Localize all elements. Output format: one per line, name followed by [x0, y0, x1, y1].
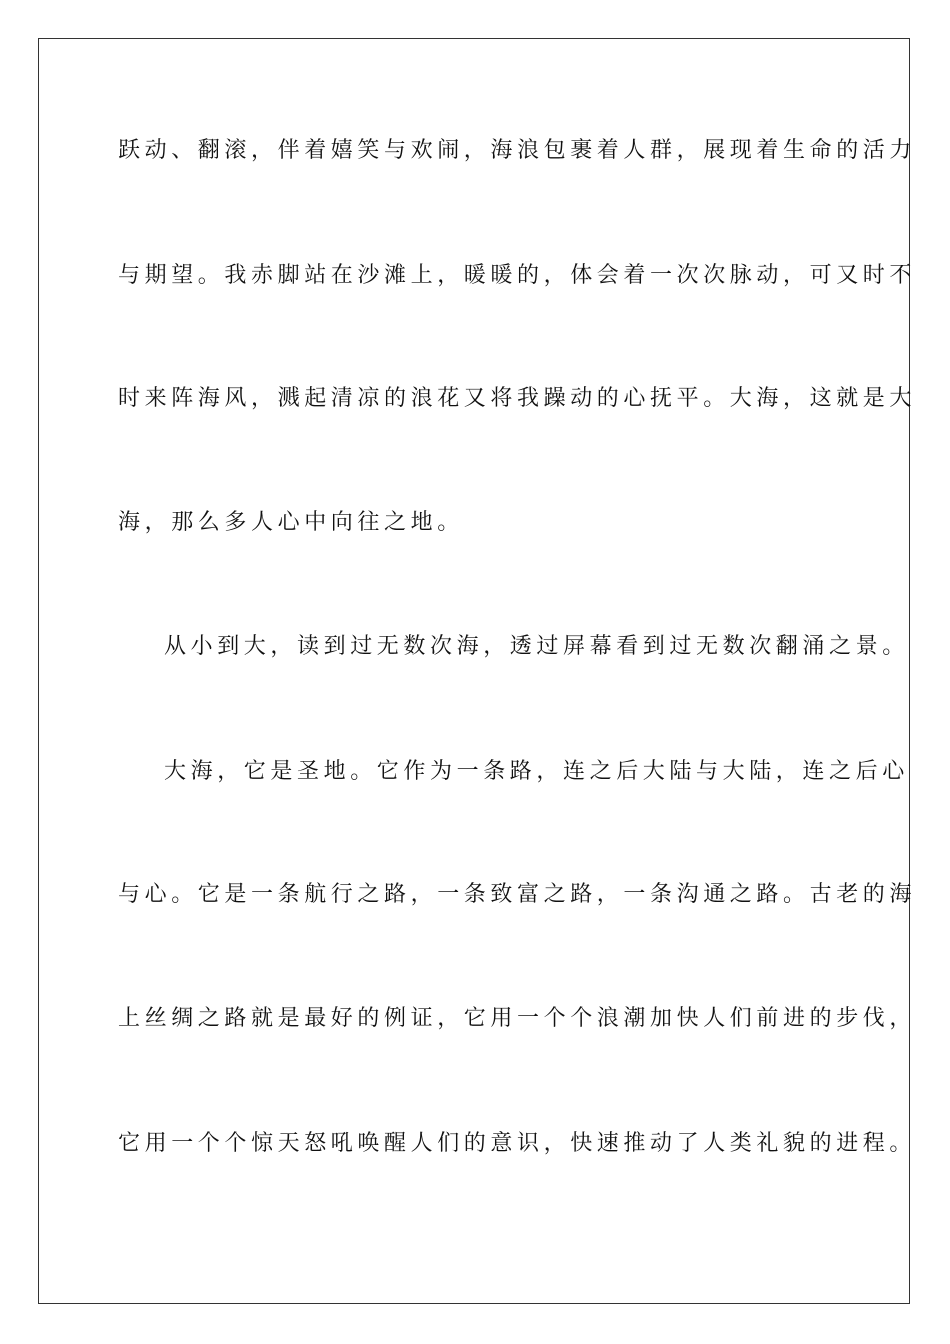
text-line-2: 与期望。我赤脚站在沙滩上，暖暖的，体会着一次次脉动，可又时不 [118, 263, 917, 288]
text-line-3: 时来阵海风，溅起清凉的浪花又将我躁动的心抚平。大海，这就是大 [118, 386, 917, 411]
text-line-7: 与心。它是一条航行之路，一条致富之路，一条沟通之路。古老的海 [118, 882, 917, 907]
text-line-6: 大海，它是圣地。它作为一条路，连之后大陆与大陆，连之后心 [164, 759, 909, 784]
text-line-1: 跃动、翻滚，伴着嬉笑与欢闹，海浪包裹着人群，展现着生命的活力 [118, 138, 917, 163]
text-line-8: 上丝绸之路就是最好的例证，它用一个个浪潮加快人们前进的步伐， [118, 1006, 917, 1031]
text-line-5: 从小到大，读到过无数次海，透过屏幕看到过无数次翻涌之景。 [164, 634, 909, 659]
page-frame [38, 38, 917, 1304]
text-line-9: 它用一个个惊天怒吼唤醒人们的意识，快速推动了人类礼貌的进程。 [118, 1131, 917, 1156]
text-line-4: 海，那么多人心中向往之地。 [118, 510, 464, 535]
